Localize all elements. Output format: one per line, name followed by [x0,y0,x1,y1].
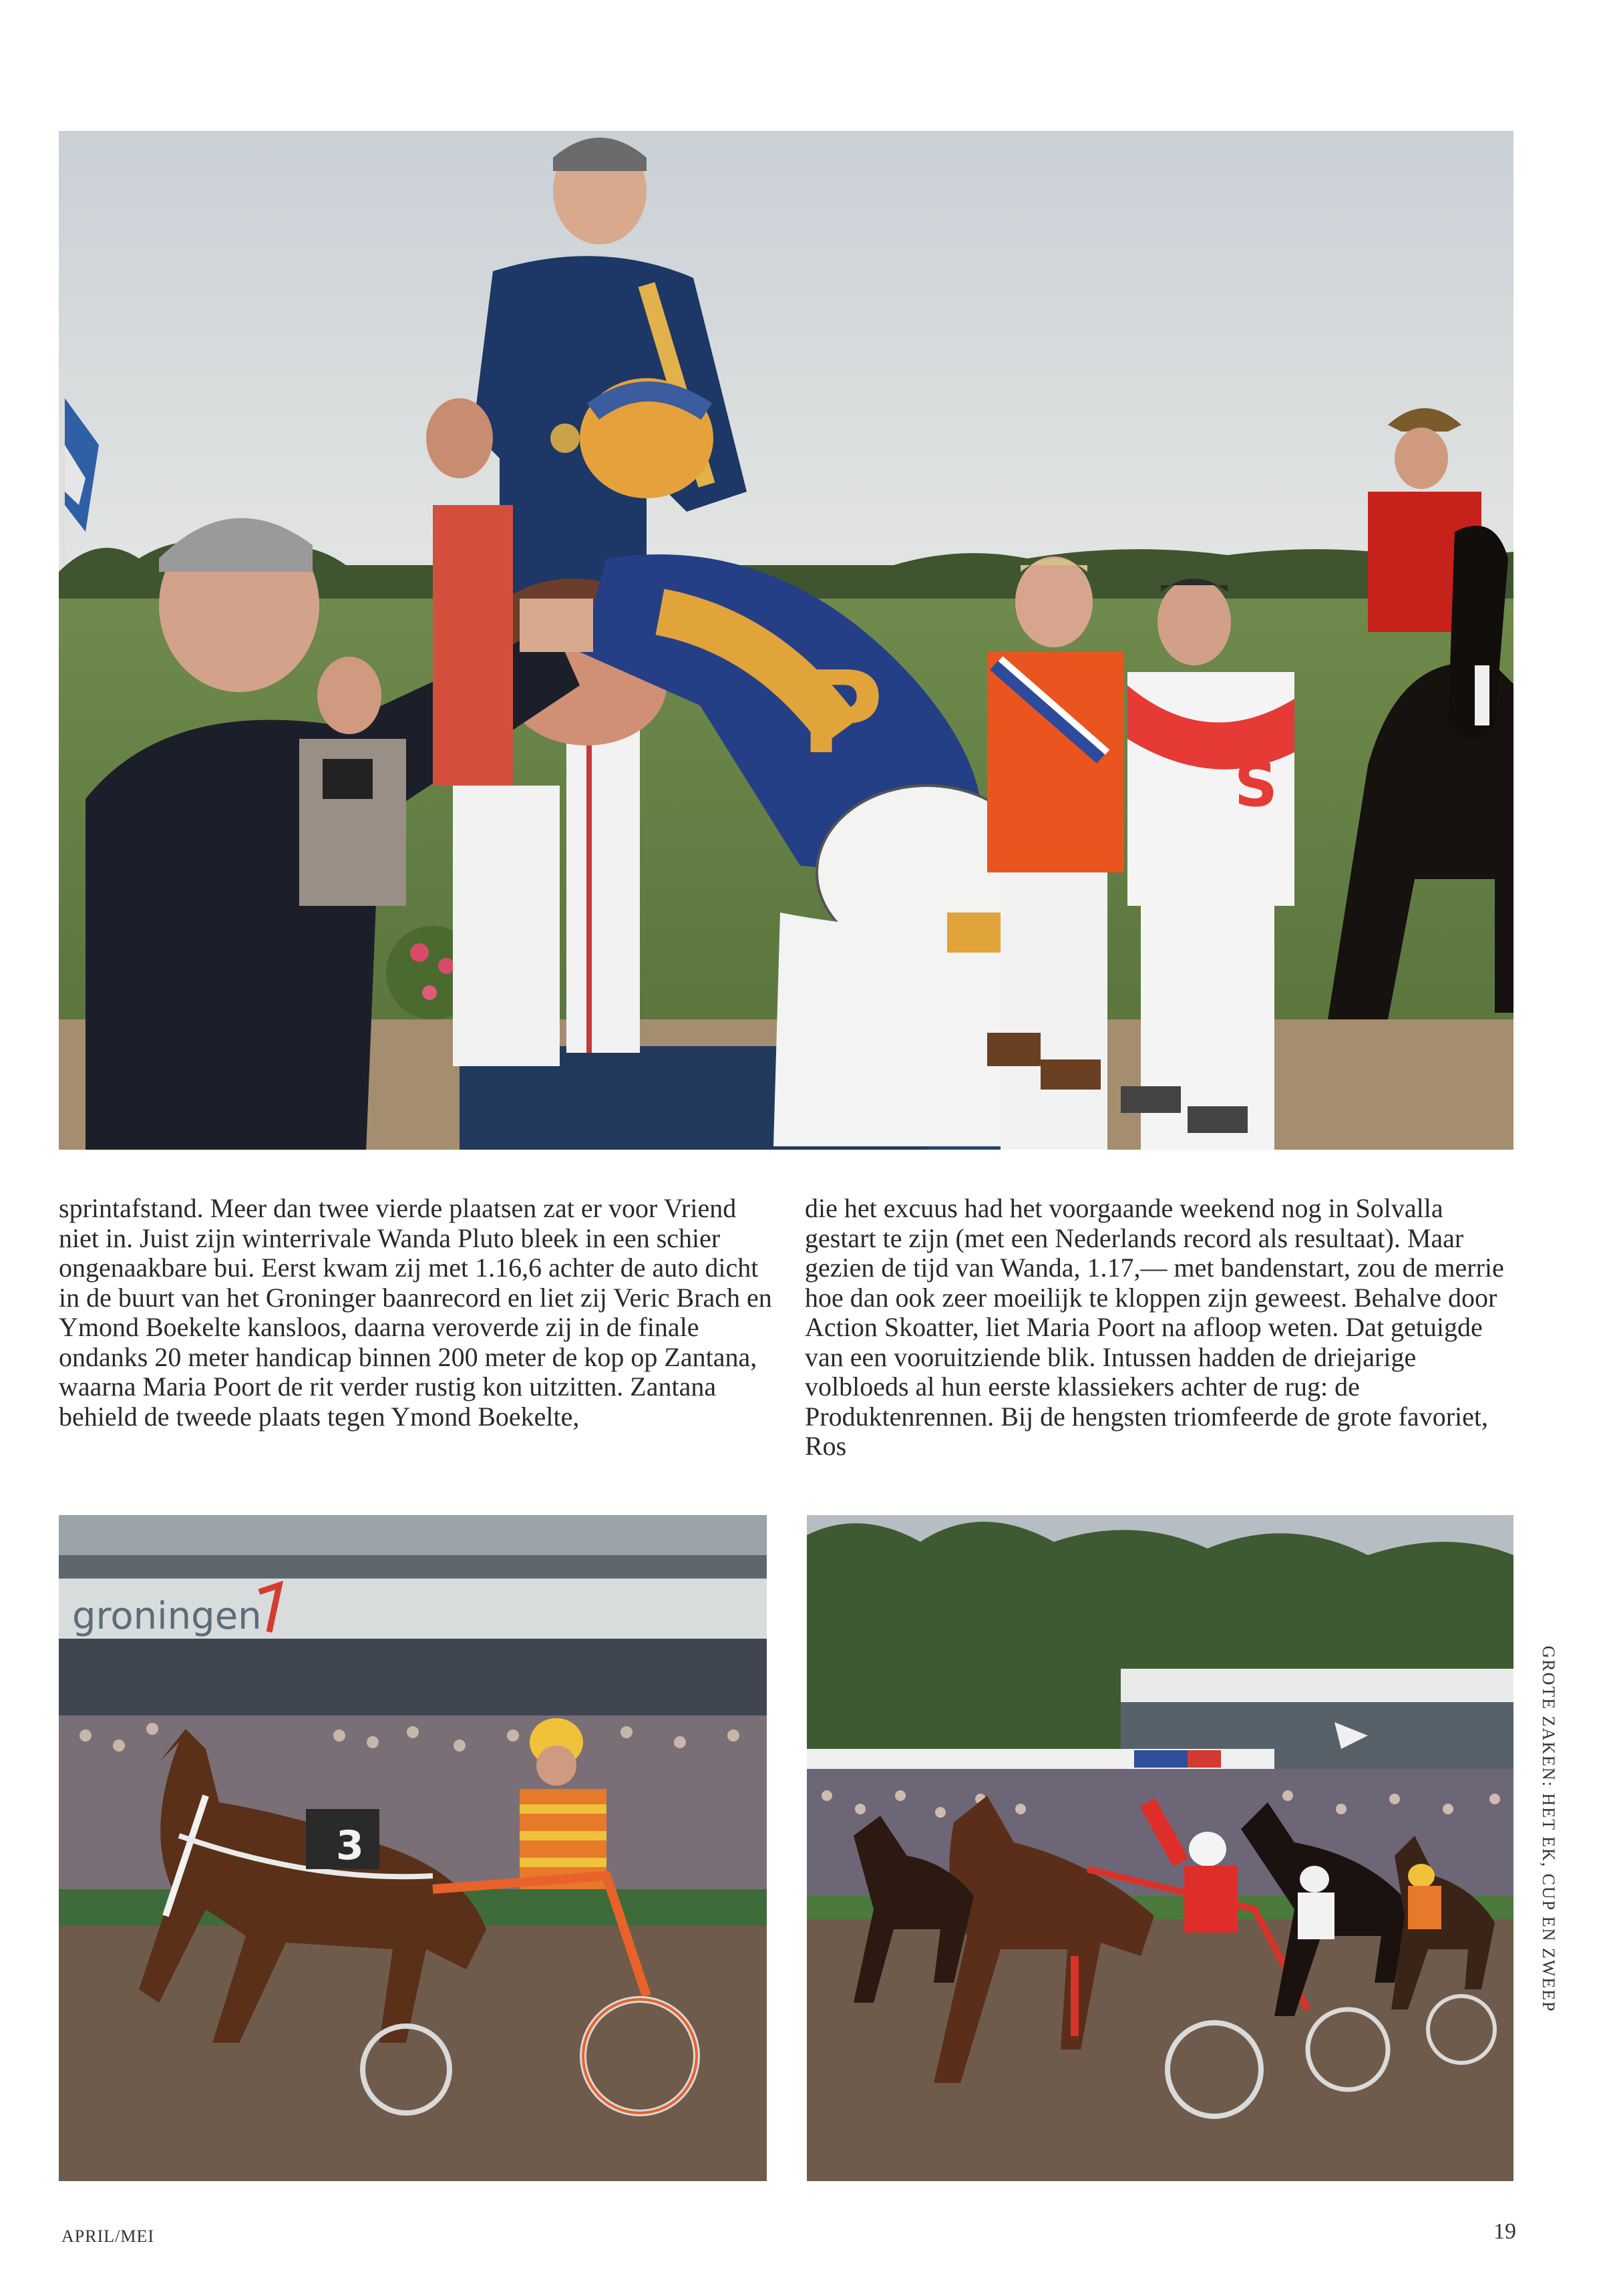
sulky-number: 3 [336,1822,364,1869]
running-head-text: GROTE ZAKEN: HET EK, CUP EN ZWEEP [1539,1645,1558,2013]
article-column-right [805,1194,1519,1462]
article-text-right: die het excuus had het voorgaande weekend nog in Solvalla gestart te zijn (met een Nederlands record als resultaat). Maar gezien de tijd van Wanda, 1.17,— met bandenstart, zou de merrie hoe dan ook zeer moeilijk te kloppen zijn geweest. Behalve door Action Skoatter, liet Maria Poort na afloop weten. Dat getuigde van een vooruitziende blik. Intussen hadden de driejarige volbloeds al hun eerste klassiekers achter de rug: de Produktenrennen. Bij de hengsten triomfeerde de grote favoriet, Ros [805,1193,1504,1461]
photo-podium-ceremony [59,131,1513,1150]
photo-trotter-groningen [59,1515,767,2181]
jersey-letter-p: P [800,647,884,780]
issue-label: APRIL/MEI [61,2227,154,2246]
article-text-left: sprintafstand. Meer dan twee vierde plaatsen zat er voor Vriend niet in. Juist zijn winterrivale Wanda Pluto bleek in een schier ongenaakbare bui. Eerst kwam zij met 1.16,6 achter de auto dicht in de buurt van het Groninger baanrecord en liet zij Veric Brach en Ymond Boekelte kansloos, daarna veroverde zij in de finale ondanks 20 meter handicap binnen 200 meter de kop op Zantana, waarna Maria Poort de rit verder rustig kon uitzitten. Zantana behield de tweede plaats tegen Ymond Boekelte, [59,1193,772,1432]
jersey-letter-s: S [1234,750,1278,820]
photo-race-finish [807,1515,1513,2181]
article-column-left [59,1194,773,1432]
stadium-sign-groningen: groningen [72,1595,262,1638]
page-number: 19 [1493,2219,1516,2244]
